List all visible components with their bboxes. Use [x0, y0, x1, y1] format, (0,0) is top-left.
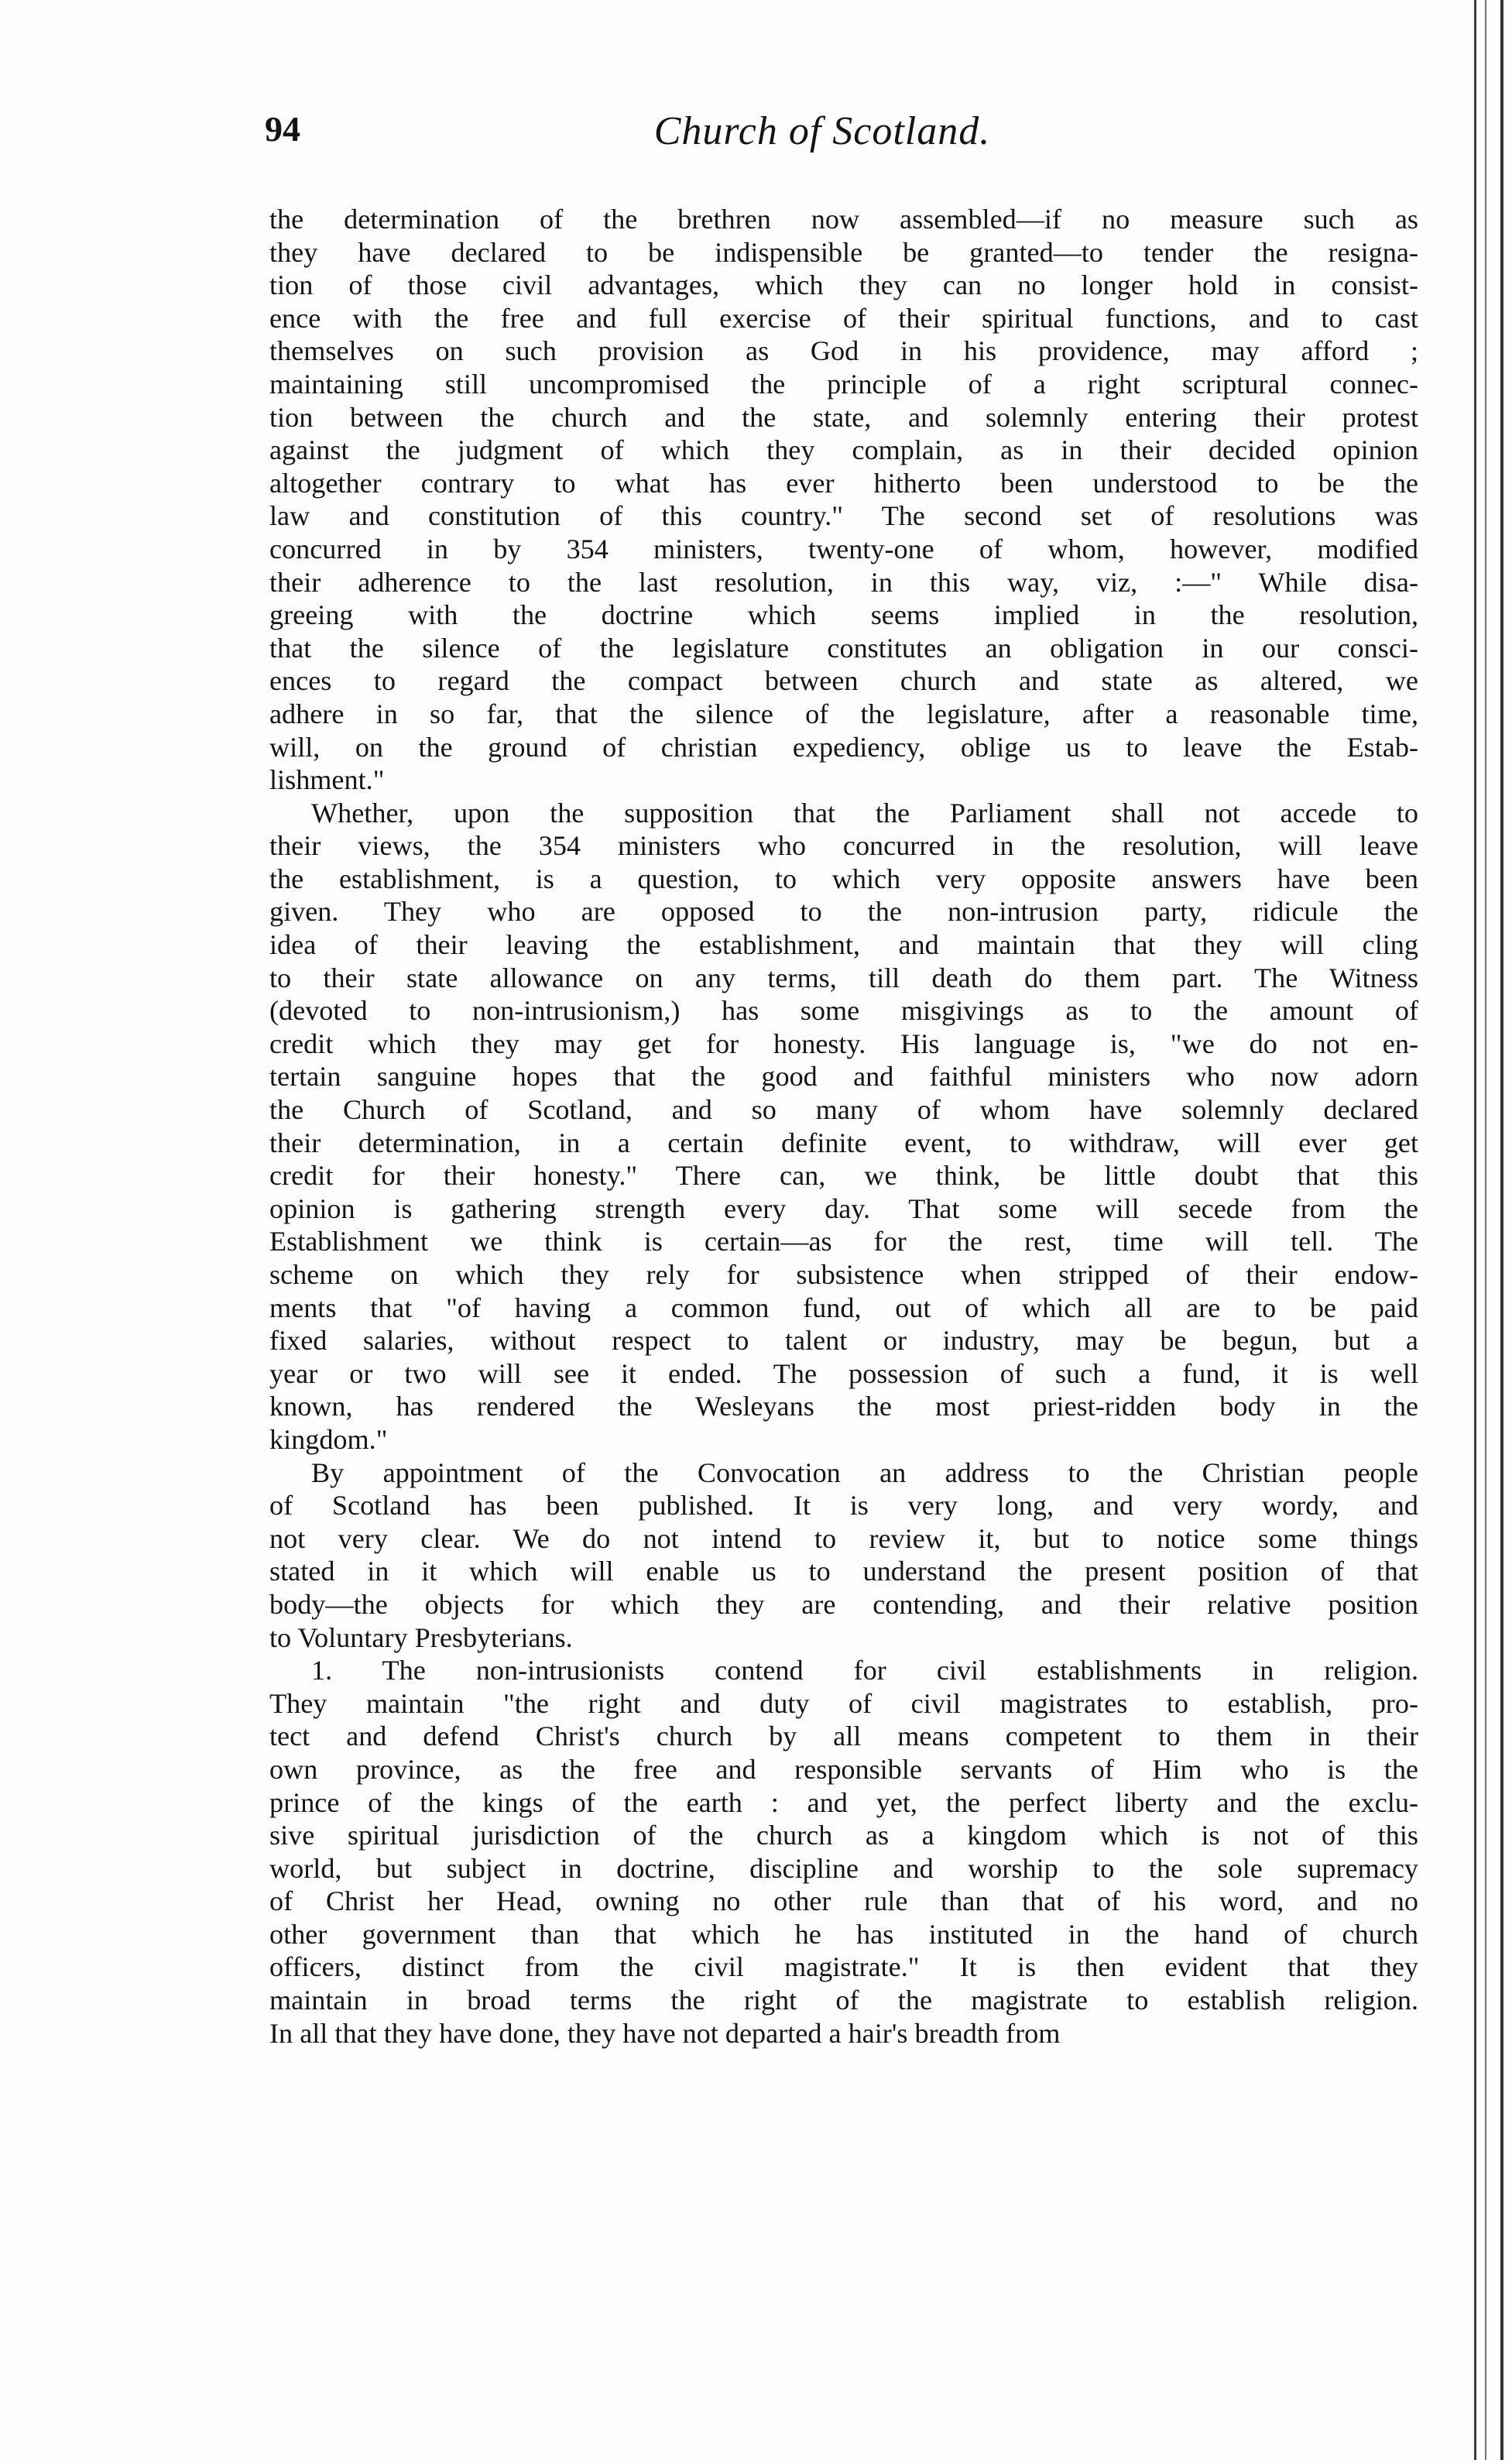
text-line: the determination of the brethren now assembled—if no measure such as: [269, 204, 1418, 235]
text-line: themselves on such provision as God in his providence, may afford ;: [269, 335, 1418, 367]
text-line: In all that they have done, they have not departed a hair's breadth from: [269, 2017, 1061, 2049]
text-line: their views, the 354 ministers who concurred in the resolution, will leave: [269, 830, 1418, 862]
text-line: other government than that which he has instituted in the hand of church: [269, 1918, 1418, 1950]
text-line: their adherence to the last resolution, in this way, viz, :—" While disa-: [269, 566, 1418, 598]
paragraph: [269, 203, 1418, 797]
text-line: (devoted to non-intrusionism,) has some misgivings as to the amount of: [269, 995, 1418, 1027]
text-line: lishment.": [269, 764, 385, 796]
text-line: to their state allowance on any terms, till death do them part. The Witness: [269, 962, 1418, 993]
page-header: [265, 108, 1411, 163]
text-line: prince of the kings of the earth : and yet, the perfect liberty and the exclu-: [269, 1786, 1418, 1818]
text-line: of Scotland has been published. It is very long, and very wordy, and: [269, 1490, 1418, 1522]
text-line: sive spiritual jurisdiction of the church as a kingdom which is not of this: [269, 1820, 1418, 1851]
text-line: tion of those civil advantages, which they can no longer hold in consist-: [269, 269, 1418, 301]
page-edge-line: [1500, 0, 1503, 2460]
text-line: officers, distinct from the civil magistrate." It is then evident that they: [269, 1951, 1418, 1983]
text-line: By appointment of the Convocation an address to the Christian people: [311, 1456, 1418, 1488]
text-line: they have declared to be indispensible be granted—to tender the resigna-: [269, 236, 1418, 268]
text-line: credit which they may get for honesty. His language is, "we do not en-: [269, 1028, 1418, 1059]
text-line: their determination, in a certain definite event, to withdraw, will ever get: [269, 1127, 1418, 1158]
text-line: ments that "of having a common fund, out of which all are to be paid: [269, 1292, 1418, 1323]
text-line: kingdom.": [269, 1423, 388, 1455]
text-line: year or two will see it ended. The possession of such a fund, it is well: [269, 1357, 1418, 1389]
text-line: own province, as the free and responsible servants of Him who is the: [269, 1753, 1418, 1785]
text-line: altogether contrary to what has ever hitherto been understood to be the: [269, 467, 1418, 499]
text-line: credit for their honesty." There can, we think, be little doubt that this: [269, 1160, 1418, 1192]
text-line: 1. The non-intrusionists contend for civil establishments in religion.: [311, 1655, 1418, 1686]
text-line: ence with the free and full exercise of their spiritual functions, and to cast: [269, 302, 1418, 334]
paragraph: [269, 1654, 1418, 2050]
page-edge-line: [1485, 0, 1486, 2460]
text-line: opinion is gathering strength every day. That some will secede from the: [269, 1192, 1418, 1224]
text-line: Whether, upon the supposition that the Parliament shall not accede to: [311, 797, 1418, 829]
text-line: to Voluntary Presbyterians.: [269, 1621, 573, 1653]
text-line: scheme on which they rely for subsistence when stripped of their endow-: [269, 1259, 1418, 1290]
text-line: that the silence of the legislature constitutes an obligation in our consci-: [269, 632, 1418, 664]
text-line: world, but subject in doctrine, discipline and worship to the sole supremacy: [269, 1852, 1418, 1884]
text-line: given. They who are opposed to the non-intrusion party, ridicule the: [269, 896, 1418, 928]
text-line: tertain sanguine hopes that the good and faithful ministers who now adorn: [269, 1061, 1418, 1093]
text-line: the Church of Scotland, and so many of whom have solemnly declared: [269, 1094, 1418, 1126]
text-line: adhere in so far, that the silence of the legislature, after a reasonable time,: [269, 698, 1418, 729]
text-line: ences to regard the compact between church and state as altered, we: [269, 665, 1418, 697]
text-line: maintain in broad terms the right of the magistrate to establish religion.: [269, 1985, 1418, 2016]
paragraph: [269, 797, 1418, 1456]
text-line: not very clear. We do not intend to review it, but to notice some things: [269, 1522, 1418, 1554]
text-line: idea of their leaving the establishment, and maintain that they will cling: [269, 929, 1418, 961]
text-line: known, has rendered the Wesleyans the most priest-ridden body in the: [269, 1391, 1418, 1422]
text-line: greeing with the doctrine which seems implied in the resolution,: [269, 599, 1418, 631]
page-edge-line: [1474, 0, 1476, 2460]
text-line: against the judgment of which they complain, as in their decided opinion: [269, 434, 1418, 466]
text-line: concurred in by 354 ministers, twenty-one of whom, however, modified: [269, 533, 1418, 564]
text-line: maintaining still uncompromised the principle of a right scriptural connec-: [269, 368, 1418, 400]
text-line: body—the objects for which they are contending, and their relative position: [269, 1588, 1418, 1620]
text-line: They maintain "the right and duty of civil magistrates to establish, pro-: [269, 1687, 1418, 1719]
text-line: of Christ her Head, owning no other rule than that of his word, and no: [269, 1885, 1418, 1917]
text-line: law and constitution of this country." The second set of resolutions was: [269, 500, 1418, 532]
body-text: [269, 203, 1418, 2050]
text-line: will, on the ground of christian expediency, oblige us to leave the Estab-: [269, 731, 1418, 763]
text-line: the establishment, is a question, to which very opposite answers have been: [269, 863, 1418, 894]
text-line: stated in it which will enable us to understand the present position of that: [269, 1556, 1418, 1587]
text-line: fixed salaries, without respect to talent or industry, may be begun, but a: [269, 1325, 1418, 1357]
running-title: Church of Scotland.: [653, 109, 991, 153]
text-line: tion between the church and the state, and solemnly entering their protest: [269, 401, 1418, 433]
paragraph: [269, 1456, 1418, 1655]
text-line: Establishment we think is certain—as for the rest, time will tell. The: [269, 1226, 1418, 1257]
page-number: 94: [265, 109, 300, 149]
text-line: tect and defend Christ's church by all means competent to them in their: [269, 1721, 1418, 1752]
